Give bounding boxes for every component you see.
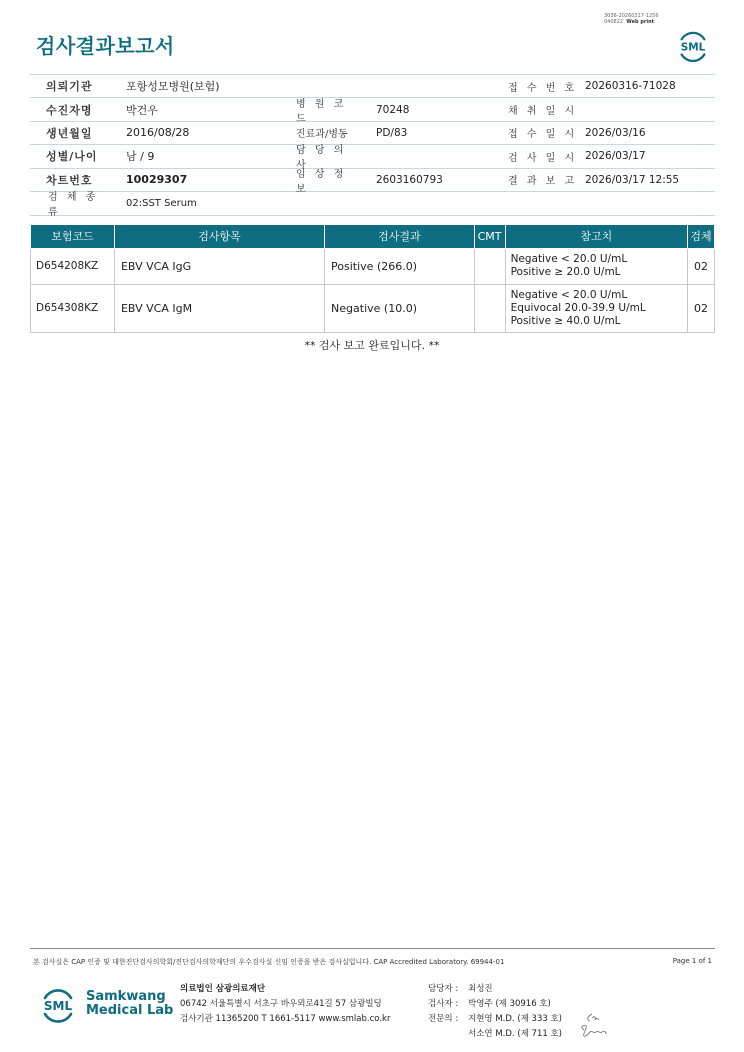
test-item-cell: EBV VCA IgM xyxy=(114,284,324,332)
info-label: 결 과 보 고 xyxy=(508,176,578,188)
specimen-cell: 02 xyxy=(687,284,714,332)
reference-line: Negative < 20.0 U/mL xyxy=(510,288,628,301)
staff-row xyxy=(428,982,562,997)
document-code-line xyxy=(604,19,659,25)
sml-logo-icon xyxy=(36,982,80,1026)
info-row xyxy=(30,145,715,172)
info-value: 2026/03/17 12:55 xyxy=(585,173,680,186)
table-row xyxy=(31,284,715,332)
info-label: 차트번호 xyxy=(46,173,93,187)
test-result-cell: Positive (266.0) xyxy=(325,248,475,284)
info-row xyxy=(30,192,715,219)
info-value: 2026/03/17 xyxy=(585,150,646,163)
info-label: 성별/나이 xyxy=(46,150,98,164)
info-label: 진료과/병동 xyxy=(296,129,348,141)
table-row xyxy=(31,248,715,284)
patient-info-table xyxy=(30,74,715,219)
info-value: 2016/08/28 xyxy=(126,126,190,140)
reference-cell xyxy=(505,248,687,284)
report-complete-note: ** 검사 보고 완료입니다. ** xyxy=(304,339,440,352)
info-value: 남 / 9 xyxy=(126,150,155,164)
staff-name: 박영주 (제 30916 호) xyxy=(468,999,551,1009)
info-value: 2026/03/16 xyxy=(585,126,646,139)
info-label: 생년월일 xyxy=(46,126,93,140)
lab-name-line: Samkwang xyxy=(86,989,166,1004)
cmt-cell xyxy=(474,284,505,332)
sml-logo-icon xyxy=(674,26,712,64)
info-row xyxy=(30,122,715,145)
web-print-label: Web print xyxy=(626,19,655,25)
logo-text: SML xyxy=(43,999,73,1013)
staff-label: 전문의 : xyxy=(428,1014,459,1024)
staff-name: 최성진 xyxy=(468,984,493,994)
info-label: 접 수 일 시 xyxy=(508,129,578,141)
test-item-cell: EBV VCA IgG xyxy=(114,248,324,284)
foundation-name: 의료법인 삼광의료재단 xyxy=(180,984,266,994)
document-code-number: 040822 xyxy=(604,19,624,25)
footer-divider xyxy=(30,948,715,949)
insurance-code-cell: D654308KZ xyxy=(31,284,115,332)
reference-cell xyxy=(505,284,687,332)
info-value: 10029307 xyxy=(126,173,188,187)
specimen-cell: 02 xyxy=(687,248,714,284)
info-value: 박건우 xyxy=(126,103,158,117)
document-code-line: 3036-20260317-1256 xyxy=(604,13,659,19)
cmt-cell xyxy=(474,248,505,284)
staff-name: 지현영 M.D. (제 333 호) xyxy=(468,1014,563,1024)
foundation-contact: 검사기관 11365200 T 1661-5117 www.smlab.co.kr xyxy=(180,1014,391,1024)
info-row xyxy=(30,98,715,125)
column-header: CMT xyxy=(474,225,505,248)
info-value: 20260316-71028 xyxy=(585,80,676,93)
info-label: 의뢰기관 xyxy=(46,80,93,94)
column-header: 검사항목 xyxy=(114,225,324,248)
staff-row xyxy=(428,997,562,1012)
column-header: 참고치 xyxy=(505,225,687,248)
staff-row xyxy=(428,1027,562,1042)
staff-row xyxy=(428,1012,562,1027)
column-header: 검체 xyxy=(687,225,714,248)
reference-line: Positive ≥ 40.0 U/mL xyxy=(510,314,621,327)
lab-name-line: Medical Lab xyxy=(86,1003,174,1018)
staff-label: 검사자 : xyxy=(428,999,459,1009)
page-number: Page 1 of 1 xyxy=(672,957,712,965)
info-value: 2603160793 xyxy=(376,173,443,186)
staff-list xyxy=(428,982,562,1042)
info-row xyxy=(30,168,715,195)
column-header: 보험코드 xyxy=(31,225,115,248)
lab-name xyxy=(86,990,173,1018)
info-value: 포항성모병원(보험) xyxy=(126,80,220,94)
info-label: 검 사 일 시 xyxy=(508,152,578,164)
results-table xyxy=(30,225,715,333)
results-header-row xyxy=(31,225,715,248)
report-title: 검사결과보고서 xyxy=(36,34,175,58)
foundation-info xyxy=(180,982,390,1027)
info-value: 70248 xyxy=(376,103,410,116)
reference-line: Negative < 20.0 U/mL xyxy=(510,253,628,265)
logo-text: SML xyxy=(680,41,706,54)
info-label: 접 수 번 호 xyxy=(508,82,578,94)
column-header: 검사결과 xyxy=(325,225,475,248)
info-label: 담 당 의 사 xyxy=(296,145,347,172)
signature-icon xyxy=(578,1010,612,1040)
info-value: PD/83 xyxy=(376,126,408,139)
info-value: 02:SST Serum xyxy=(126,197,197,209)
info-label: 병 원 코 드 xyxy=(296,98,347,125)
document-code xyxy=(604,13,659,25)
info-label: 채 취 일 시 xyxy=(508,106,578,118)
staff-label: 담당자 : xyxy=(428,984,459,994)
insurance-code-cell: D654208KZ xyxy=(31,248,115,284)
reference-line: Equivocal 20.0-39.9 U/mL xyxy=(510,301,646,314)
certification-note: 본 검사실은 CAP 인증 및 대한진단검사의학회/진단검사의학재단의 우수검사실 신임 인증을 받은 검사실입니다. CAP Accredited Laboratory. 69944-01 xyxy=(33,958,505,966)
info-label: 수진자명 xyxy=(46,103,93,117)
reference-line: Positive ≥ 20.0 U/mL xyxy=(510,266,621,278)
info-label: 임 상 정 보 xyxy=(296,168,347,195)
foundation-address: 06742 서울특별시 서초구 바우뫼로41길 57 삼광빌딩 xyxy=(180,999,382,1009)
staff-name: 서소연 M.D. (제 711 호) xyxy=(468,1029,563,1039)
test-result-cell: Negative (10.0) xyxy=(325,284,475,332)
staff-label xyxy=(428,1027,468,1042)
info-row xyxy=(30,75,715,98)
info-label: 검 체 종 류 xyxy=(48,192,99,219)
